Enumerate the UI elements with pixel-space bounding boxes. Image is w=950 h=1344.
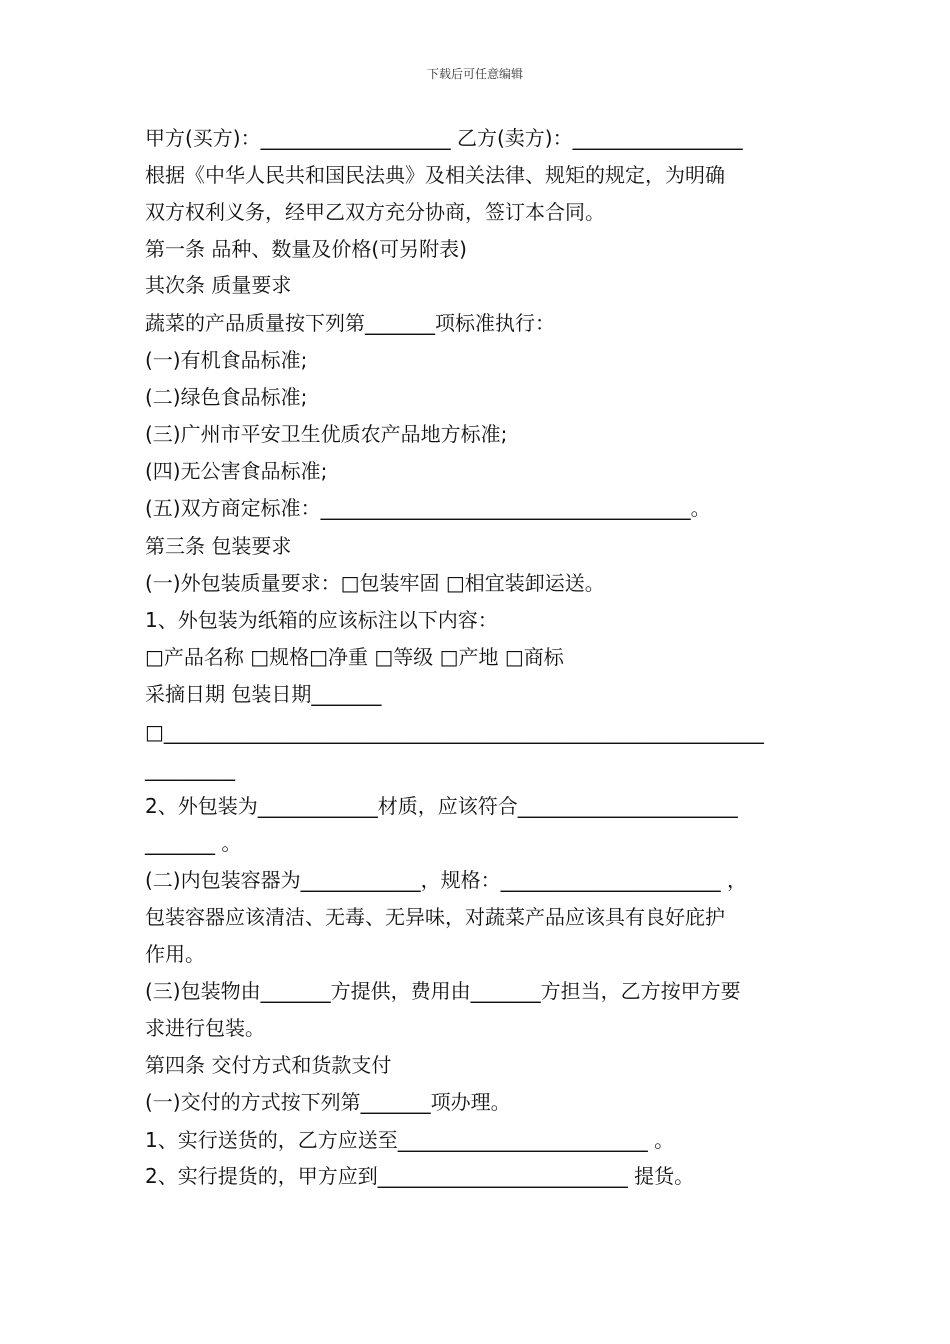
text-line: (二)绿色食品标准; [145, 385, 308, 409]
page-header: 下载后可任意编辑 [426, 67, 523, 81]
text-line: (三)广州市平安卫生优质农产品地方标准; [145, 422, 508, 446]
text-line: 1、实行送货的，乙方应送至_________________________ 。 [145, 1128, 675, 1152]
text-line: □____________________________________________________________ [145, 720, 764, 744]
text-line: 求进行包装。 [145, 1016, 265, 1040]
text-line: (一)有机食品标准; [145, 348, 308, 372]
text-line: 采摘日期 包装日期_______ [145, 682, 382, 706]
text-line: (四)无公害食品标准; [145, 459, 328, 483]
text-line: 甲方(买方)：___________________ 乙方(卖方)：_________________ [145, 126, 743, 150]
text-line: 2、实行提货的，甲方应到_________________________ 提货。 [145, 1164, 695, 1188]
text-line: (五)双方商定标准：_____________________________________。 [145, 496, 711, 520]
text-line: 第三条 包装要求 [145, 534, 292, 558]
text-line: (二)内包装容器为____________，规格：______________________ ， [145, 868, 747, 892]
text-line: 第四条 交付方式和货款支付 [145, 1053, 392, 1077]
text-line: 双方权利义务，经甲乙双方充分协商，签订本合同。 [145, 200, 605, 224]
text-line: 作用。 [145, 942, 205, 966]
text-line: □产品名称 □规格□净重 □等级 □产地 □商标 [145, 645, 564, 669]
text-line: 其次条 质量要求 [145, 273, 292, 297]
text-line: 1、外包装为纸箱的应该标注以下内容： [145, 608, 498, 632]
text-line: 根据《中华人民共和国民法典》及相关法律、规矩的规定，为明确 [145, 163, 725, 187]
text-line: _______ 。 [145, 831, 242, 855]
text-line: (一)交付的方式按下列第_______项办理。 [145, 1090, 511, 1114]
text-line: (一)外包装质量要求：□包装牢固 □相宜装卸运送。 [145, 571, 605, 595]
text-line: _________ [145, 757, 235, 781]
text-line: 2、外包装为____________材质，应该符合______________________ [145, 794, 738, 818]
text-line: 第一条 品种、数量及价格(可另附表) [145, 237, 467, 261]
text-line: 蔬菜的产品质量按下列第_______项标准执行： [145, 311, 555, 335]
text-line: (三)包装物由_______方提供，费用由_______方担当，乙方按甲方要 [145, 979, 741, 1003]
text-line: 包装容器应该清洁、无毒、无异味，对蔬菜产品应该具有良好庇护 [145, 905, 725, 929]
